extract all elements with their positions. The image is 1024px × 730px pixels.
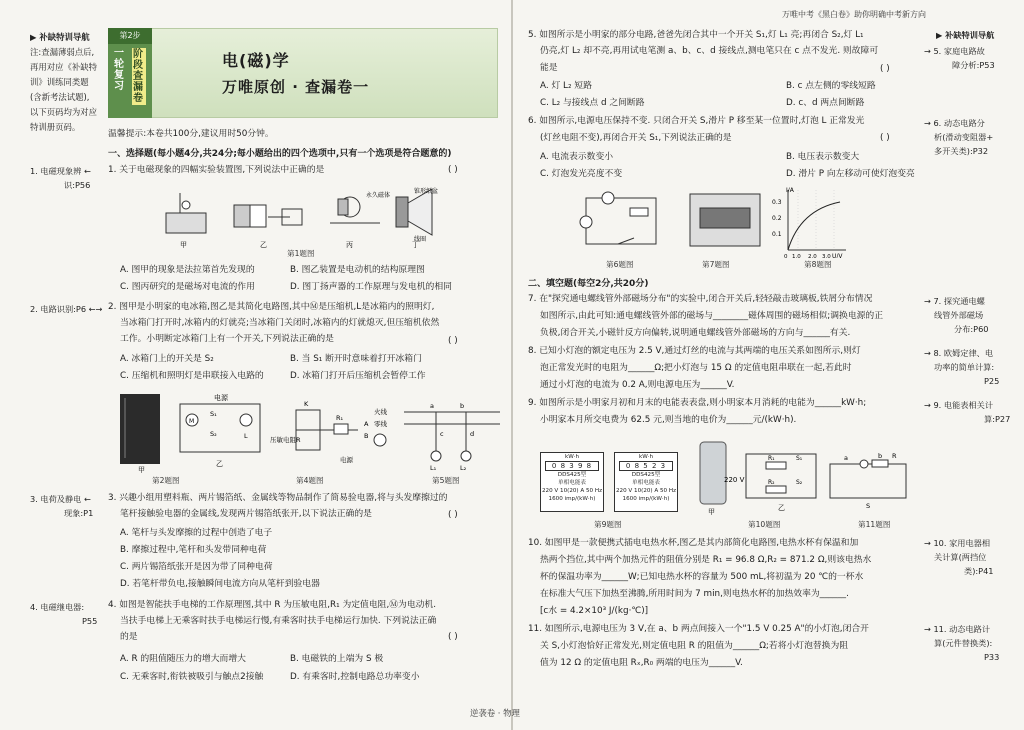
q6-option-c[interactable]: C. 灯泡发光亮度不变 [540, 169, 623, 179]
q11-caption: 第11题图 [858, 520, 891, 529]
tag-q6-line1: → 6. 动态电路分 [924, 118, 985, 128]
q9-caption: 第9题图 [594, 520, 622, 529]
tag-q7-line3: 分布:P60 [954, 324, 989, 334]
q5-fig-live: 火线 [374, 408, 387, 416]
tag-q8-line1: → 8. 欧姆定律、电 [924, 348, 994, 358]
tag-q7-line2: 线管外部磁场 [934, 310, 984, 320]
q6-option-b[interactable]: B. 电压表示数变大 [786, 152, 860, 162]
q10-line-2: 热两个挡位,其中两个加热元件的阻值分别是 R₁ = 96.8 Ω,R₂ = 871.2 Ω,则该电热水 [540, 555, 872, 565]
tag-q11-line2: 算(元件替换类): [934, 638, 993, 648]
q5-option-b[interactable]: B. c 点左侧的零线短路 [786, 81, 876, 91]
q1-caption: 第1题图 [287, 249, 315, 258]
q7-line-3: 负极,闭合开关,小磁针反方向偏转,说明通电螺线管外部磁场的方向与______有关. [540, 328, 851, 338]
tag-q9 [924, 398, 1010, 426]
tag-q6-line2: 析(滑动变阻器+ [934, 132, 994, 142]
tag-q3-line2: 现象:P1 [64, 508, 94, 518]
q5-option-c[interactable]: C. L₂ 与接线点 d 之间断路 [540, 98, 645, 108]
meter2-model: DDS425型 [631, 472, 661, 478]
nav-line-3: 训》训练同类题 [30, 77, 89, 87]
q8-xtick-3: 3.0 [822, 254, 831, 258]
tag-q1 [30, 164, 91, 192]
q5-caption: 第5题图 [432, 476, 460, 485]
meter1-model: DDS425型 [557, 472, 587, 478]
tips: 温馨提示:本卷共100分,建议用时50分钟。 [108, 129, 274, 139]
q3-line-2: 笔杆接触验电器的金属线,发现两片锡箔纸张开,以下说法正确的是 [120, 509, 372, 519]
q11-fig-r: R [892, 452, 897, 460]
q10-line-5: [c水 = 4.2×10³ J/(kg·℃)] [540, 606, 649, 616]
q2-fig-yi: 乙 [216, 460, 223, 468]
q2-line-2: 当冰箱门打开时,冰箱内的灯就亮;当冰箱门关闭时,冰箱内的灯就熄灭,但压缩机依然 [120, 318, 440, 328]
tag-q10-line3: 类):P41 [964, 566, 994, 576]
q2-answer-paren: ( ) [448, 336, 458, 346]
q8-xtick-2: 2.0 [808, 254, 817, 258]
q1-fig-label-jia: 甲 [180, 241, 187, 249]
q6-option-d[interactable]: D. 滑片 P 向左移动可使灯泡变亮 [786, 169, 915, 179]
q2-fig-s1: S₁ [210, 410, 217, 418]
q11-fig-b: b [878, 452, 883, 460]
tag-q8-line2: 功率的简单计算: [934, 362, 995, 372]
q6-line-2: (灯丝电阻不变),再闭合开关 S₁,下列说法正确的是 [540, 133, 732, 143]
q1-option-c[interactable]: C. 图丙研究的是磁场对电流的作用 [120, 282, 255, 292]
meter2-imp: 1600 imp/(kW·h) [622, 496, 670, 502]
q4-fig-r1: R₁ [336, 414, 344, 422]
q10-fig-s1: S₁ [796, 455, 803, 462]
q1-option-d[interactable]: D. 图丁扬声器的工作原理与发电机的相同 [290, 282, 452, 292]
q4-answer-paren: ( ) [448, 632, 458, 642]
q6-option-a[interactable]: A. 电流表示数变小 [540, 152, 614, 162]
q5-option-a[interactable]: A. 灯 L₂ 短路 [540, 81, 592, 91]
q2-line-1: 2. 图甲是小明家的电冰箱,图乙是其简化电路图,其中Ⓜ是压缩机,L是冰箱内的照明灯, [108, 302, 435, 312]
q4-option-d[interactable]: D. 有乘客时,控制电路总功率变小 [290, 672, 420, 682]
q6-caption: 第6题图 [606, 260, 634, 269]
nav-line-4: (含新考法试题), [30, 92, 90, 102]
q8-line-3: 通过小灯泡的电流为 0.2 A,则电源电压为______V. [540, 380, 735, 390]
q5-fig-b: b [460, 402, 465, 410]
tag-q1-line1: 1. 电磁现象辨 ← [30, 166, 91, 176]
q5-fig-d: d [470, 430, 475, 438]
q4-line-2: 当扶手电梯上无乘客时扶手电梯运行慢,有乘客时扶手电梯运行加快. 下列说法正确 [120, 616, 437, 626]
tag-q8 [924, 346, 999, 388]
tag-q7 [924, 294, 989, 336]
q4-caption: 第4题图 [296, 476, 324, 485]
tag-q4-line1: 4. 电磁继电器: [30, 602, 85, 612]
q1-answer-paren: ( ) [448, 165, 458, 175]
tag-q7-line1: → 7. 探究通电螺 [924, 296, 985, 306]
q1-option-b[interactable]: B. 图乙装置是电动机的结构原理图 [290, 265, 425, 275]
meter2-type: 单相电能表 [632, 480, 660, 486]
badge-text-1: 一轮复习 [114, 48, 124, 92]
q5-fig-a: a [430, 402, 434, 410]
q5-line-2: 仍亮,灯 L₂ 却不亮,再用试电笔测 a、b、c、d 接线点,测电笔只在 c 点不发光. 则故障可 [540, 46, 879, 56]
tag-q4-line2: P55 [82, 616, 98, 626]
nav-line-5: 以下页码均为对应 [30, 107, 97, 117]
q1-figures [150, 183, 450, 253]
q10-caption: 第10题图 [748, 520, 781, 529]
q8-ylabel: I/A [786, 187, 794, 194]
q11-line-1: 11. 如图所示,电源电压为 3 V,在 a、b 两点间接入一个"1.5 V 0.25 A"的小灯泡,闭合开 [528, 624, 869, 634]
q8-ytick-01: 0.1 [772, 231, 782, 238]
q2-option-d[interactable]: D. 冰箱门打开后压缩机会暂停工作 [290, 371, 426, 381]
q7-line-2: 如图所示,由此可知:通电螺线管外部的磁场与________磁体周围的磁场相似;调换电源的正 [540, 311, 884, 321]
q3-option-a[interactable]: A. 笔杆与头发摩擦的过程中创造了电子 [120, 528, 273, 538]
q11-line-2: 关 S,小灯泡恰好正常发光,则定值电阻 R 的阻值为______Ω;若将小灯泡替换为阻 [540, 641, 849, 651]
q2-fig-motor: M [189, 418, 195, 425]
tag-q10-line1: → 10. 家用电器相 [924, 538, 991, 548]
q4-line-1: 4. 如图是智能扶手电梯的工作原理图,其中 R 为压敏电阻,R₁ 为定值电阻,Ⓜ为电动机. [108, 600, 437, 610]
page-title: 电(磁)学 [222, 51, 290, 70]
badge-text-2: 阶段查漏卷 [132, 48, 146, 105]
q2-fig-s2: S₂ [210, 430, 217, 438]
q9-line-2: 小明家本月所交电费为 62.5 元,则当地的电价为______元/(kW·h). [540, 415, 797, 425]
q10-fig-r1: R₁ [768, 455, 775, 462]
q1-option-a[interactable]: A. 图甲的现象是法拉第首先发现的 [120, 265, 255, 275]
q8-xtick-1: 1.0 [792, 254, 801, 258]
q2-fig-jia: 甲 [138, 466, 145, 474]
q2-option-b[interactable]: B. 当 S₁ 断开时意味着打开冰箱门 [290, 354, 422, 364]
q11-line-3: 值为 12 Ω 的定值电阻 Rₓ,R₀ 两端的电压为______V. [540, 658, 743, 668]
tag-q11 [924, 622, 999, 664]
q8-ytick-02: 0.2 [772, 215, 782, 222]
nav-line-1: 注:查漏薄弱点后, [30, 47, 95, 57]
q4-fig-sensor: 压敏电阻R [270, 436, 301, 444]
q2-fig-power: 电源 [214, 394, 228, 402]
q7-caption: 第7题图 [702, 260, 730, 269]
q8-xtick-0: 0 [784, 254, 788, 258]
q8-caption: 第8题图 [804, 260, 832, 269]
q2-line-3: 工作。小明断定冰箱门上有一个开关,下列说法正确的是 [120, 334, 334, 344]
q4-fig-power: 电源 [340, 456, 353, 464]
q4-option-a[interactable]: A. R 的阻值随压力的增大而增大 [120, 654, 246, 664]
q1-fig-label-ding: 丁 [412, 241, 419, 249]
q1-stem: 1. 关于电磁现象的四幅实验装置图,下列说法中正确的是 [108, 165, 325, 175]
meter1-rating: 220 V 10(20) A 50 Hz [541, 488, 603, 494]
q10-line-4: 在标准大气压下加热至沸腾,所用时间为 7 min,则电热水杯的加热效率为______. [540, 589, 849, 599]
q5-fig-c: c [440, 430, 444, 438]
q11-fig-s: S [866, 502, 871, 510]
q3-option-d[interactable]: D. 若笔杆带负电,接触瞬间电流方向从笔杆到验电器 [120, 579, 320, 589]
page-subtitle: 万唯原创 · 查漏卷一 [222, 78, 370, 96]
tag-q6 [924, 116, 993, 158]
q5-line-1: 5. 如图所示是小明家的部分电路,爸爸先闭合其中一个开关 S₁,灯 L₁ 亮;再闭合 S₂,灯 L₁ [528, 30, 864, 40]
q9-meter-start [540, 452, 604, 512]
q3-answer-paren: ( ) [448, 510, 458, 520]
q1-fig-label-bing: 丙 [346, 241, 353, 249]
meter1-imp: 1600 imp/(kW·h) [548, 496, 596, 502]
tag-q11-line1: → 11. 动态电路计 [924, 624, 991, 634]
q9-line-1: 9. 如图所示是小明家月初和月末的电能表表盘,则小明家本月消耗的电能为______kW·h; [528, 398, 867, 408]
q7-line-1: 7. 在"探究通电螺线管外部磁场分布"的实验中,闭合开关后,轻轻敲击玻璃板,铁屑分布情况 [528, 294, 873, 304]
q2-caption: 第2题图 [152, 476, 180, 485]
q10-fig-r2: R₂ [768, 479, 775, 486]
step-label: 第2步 [108, 28, 152, 44]
q2-fig-lamp: L [244, 432, 248, 440]
q11-fig-a: a [844, 454, 848, 462]
q6-line-1: 6. 如图所示,电源电压保持不变. 只闭合开关 S,滑片 P 移至某一位置时,灯泡 L 正常发光 [528, 116, 865, 126]
q10-fig-voltage: 220 V [724, 476, 745, 484]
q3-option-b[interactable]: B. 摩擦过程中,笔杆和头发带同种电荷 [120, 545, 267, 555]
meter1-reading: 0 8 3 9 8 [545, 461, 599, 471]
q10-fig-s2: S₂ [796, 479, 803, 486]
q10-q11-figures [684, 436, 914, 516]
tag-q2: 2. 电路识别:P6 ←→ [30, 304, 103, 314]
page-fold [511, 0, 513, 730]
tag-q5 [924, 44, 995, 72]
q4-option-c[interactable]: C. 无乘客时,衔铁被吸引与触点2接触 [120, 672, 264, 682]
q6-answer-paren: ( ) [880, 133, 890, 143]
tag-q9-line2: 算:P27 [984, 414, 1011, 424]
q3-line-1: 3. 兴趣小组用塑料瓶、两片锡箔纸、金属线等物品制作了简易验电器,将与头发摩擦过的 [108, 493, 448, 503]
tag-q10 [924, 536, 994, 578]
q1-fig-label-yi: 乙 [260, 241, 267, 249]
tag-q3 [30, 492, 93, 520]
nav-title: ▶ 补缺特训导航 [30, 32, 90, 42]
section-1-heading: 一、选择题(每小题4分,共24分;每小题给出的四个选项中,只有一个选项是符合题意的) [108, 149, 452, 159]
left-margin-nav [30, 30, 108, 135]
q9-meter-end [614, 452, 678, 512]
tag-q6-line3: 多开关类):P32 [934, 146, 989, 156]
q10-line-3: 杯的保温功率为______W;已知电热水杯的容量为 500 mL,将初温为 20 ℃的一杯水 [540, 572, 864, 582]
footer: 逆袭卷 · 物理 [470, 708, 520, 718]
q10-fig-jia: 甲 [708, 508, 715, 516]
q5-option-d[interactable]: D. c、d 两点间断路 [786, 98, 865, 108]
q10-fig-yi: 乙 [778, 504, 785, 512]
q10-line-1: 10. 如图甲是一款便携式插电电热水杯,图乙是其内部简化电路图,电热水杯有保温和加 [528, 538, 859, 548]
q8-line-1: 8. 已知小灯泡的额定电压为 2.5 V,通过灯丝的电流与其两端的电压关系如图所示,则灯 [528, 346, 861, 356]
tag-q5-line1: → 5. 家庭电路故 [924, 46, 985, 56]
meter2-rating: 220 V 10(20) A 50 Hz [615, 488, 677, 494]
q4-fig-a: A [364, 420, 369, 428]
running-head: 万唯中考《黑白卷》助你明确中考新方向 [782, 10, 926, 19]
right-nav-title: ▶ 补缺特训导航 [936, 30, 995, 40]
q5-line-3: 能是 [540, 63, 558, 73]
q4-fig-k: K [304, 400, 309, 408]
meter1-unit: kW·h [564, 454, 580, 460]
q1-fig-coil: 线圈 [414, 236, 427, 243]
q5-answer-paren: ( ) [880, 64, 890, 74]
tag-q10-line2: 关计算(两挡位 [934, 552, 987, 562]
q8-line-2: 泡正常发光时的电阻为______Ω;把小灯泡与 15 Ω 的定值电阻串联在一起,若此时 [540, 363, 852, 373]
step-badge [108, 28, 152, 118]
q1-fig-cone: 锥形纸盆 [414, 188, 439, 195]
q3-option-c[interactable]: C. 两片锡箔纸张开是因为带了同种电荷 [120, 562, 273, 572]
q4-line-3: 的是 [120, 632, 138, 642]
nav-line-2: 再用对应《补缺特 [30, 62, 97, 72]
q4-fig-b: B [364, 432, 369, 440]
tag-q9-line1: → 9. 电能表相关计 [924, 400, 994, 410]
q2-option-a[interactable]: A. 冰箱门上的开关是 S₂ [120, 354, 214, 364]
q5-fig-neutral: 零线 [374, 420, 387, 428]
section-2-heading: 二、填空题(每空2分,共20分) [528, 279, 649, 289]
q8-ytick-03: 0.3 [772, 199, 782, 206]
nav-line-6: 特训册页码。 [30, 122, 81, 132]
tag-q5-line2: 障分析:P53 [952, 60, 995, 70]
meter2-unit: kW·h [638, 454, 654, 460]
meter2-reading: 0 8 5 2 3 [619, 461, 673, 471]
meter1-type: 单相电能表 [558, 480, 586, 486]
q5-fig-l2: L₂ [460, 464, 467, 472]
tag-q1-line2: 识:P56 [64, 180, 91, 190]
q8-xlabel: U/V [832, 253, 843, 258]
tag-q4 [30, 600, 97, 628]
q4-option-b[interactable]: B. 电磁铁的上端为 S 极 [290, 654, 384, 664]
q2-q4-q5-figures [118, 390, 503, 474]
tag-q11-line3: P33 [984, 652, 1000, 662]
tag-q3-line1: 3. 电荷及静电 ← [30, 494, 91, 504]
q2-option-c[interactable]: C. 压缩机和照明灯是串联接入电路的 [120, 371, 264, 381]
q1-fig-magnet: 永久磁体 [366, 192, 391, 199]
title-banner [108, 28, 498, 118]
q5-fig-l1: L₁ [430, 464, 437, 472]
q6-q7-q8-figures [578, 186, 850, 258]
tag-q8-line3: P25 [984, 376, 1000, 386]
